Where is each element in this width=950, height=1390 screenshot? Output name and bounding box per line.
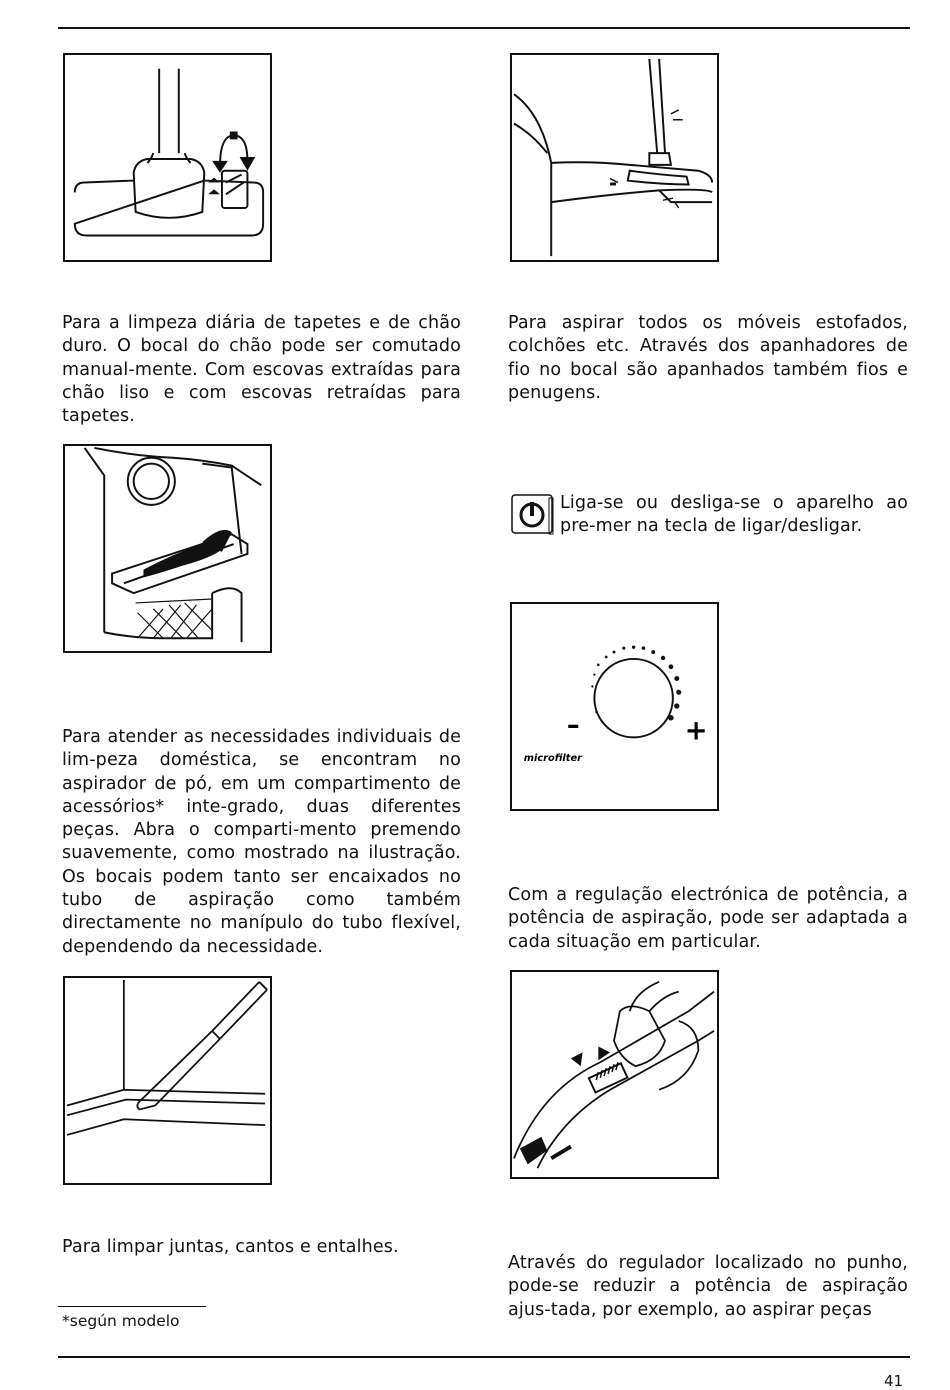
page-number: 41 [884, 1372, 904, 1390]
dial-plus: + [684, 715, 708, 747]
floor-nozzle-illustration [63, 53, 272, 262]
footnote-rule [58, 1306, 206, 1307]
handle-regulator-text: Através do regulador localizado no punho, pode-se reduzir a potência de aspiração ajus-tada, por exemplo, ao aspirar peças [508, 1253, 908, 1320]
power-text: Liga-se ou desliga-se o aparelho ao pre-mer na tecla de ligar/desligar. [560, 493, 908, 537]
upholstery-nozzle-illustration [510, 53, 719, 262]
accessory-text: Para atender as necessidades individuais de lim-peza doméstica, se encontram no aspirador de pó, em um compartimento de acessórios* inte-grado, duas diferentes peças. Abra o comparti-mento premendo suavemente, como mostrado na ilustração. Os bocais podem tanto ser encaixados no tubo de aspiração como também directamente no manípulo do tubo flexível, dependendo da necessidade. [62, 727, 461, 957]
crevice-text: Para limpar juntas, cantos e entalhes. [62, 1237, 399, 1257]
dial-brand: microfilter [523, 752, 582, 764]
handle-regulator-illustration [510, 970, 719, 1179]
footnote: *según modelo [62, 1312, 180, 1330]
bottom-rule [58, 1356, 910, 1358]
accessory-compartment-illustration [63, 444, 272, 653]
top-rule [58, 27, 910, 29]
power-dial-illustration [510, 602, 719, 811]
upholstery-text: Para aspirar todos os móveis estofados, colchões etc. Através dos apanhadores de fio no bocal são apanhados também fios e penugens. [508, 313, 908, 403]
dial-minus: – [566, 710, 580, 741]
floor-nozzle-text: Para a limpeza diária de tapetes e de chão duro. O bocal do chão pode ser comutado manual-mente. Com escovas extraídas para chão liso e com escovas retraídas para tapetes. [62, 313, 461, 427]
dial-text: Com a regulação electrónica de potência, a potência de aspiração, pode ser adaptada a cada situação em particular. [508, 885, 908, 952]
crevice-tool-illustration [63, 976, 272, 1185]
power-button-icon [511, 494, 555, 536]
